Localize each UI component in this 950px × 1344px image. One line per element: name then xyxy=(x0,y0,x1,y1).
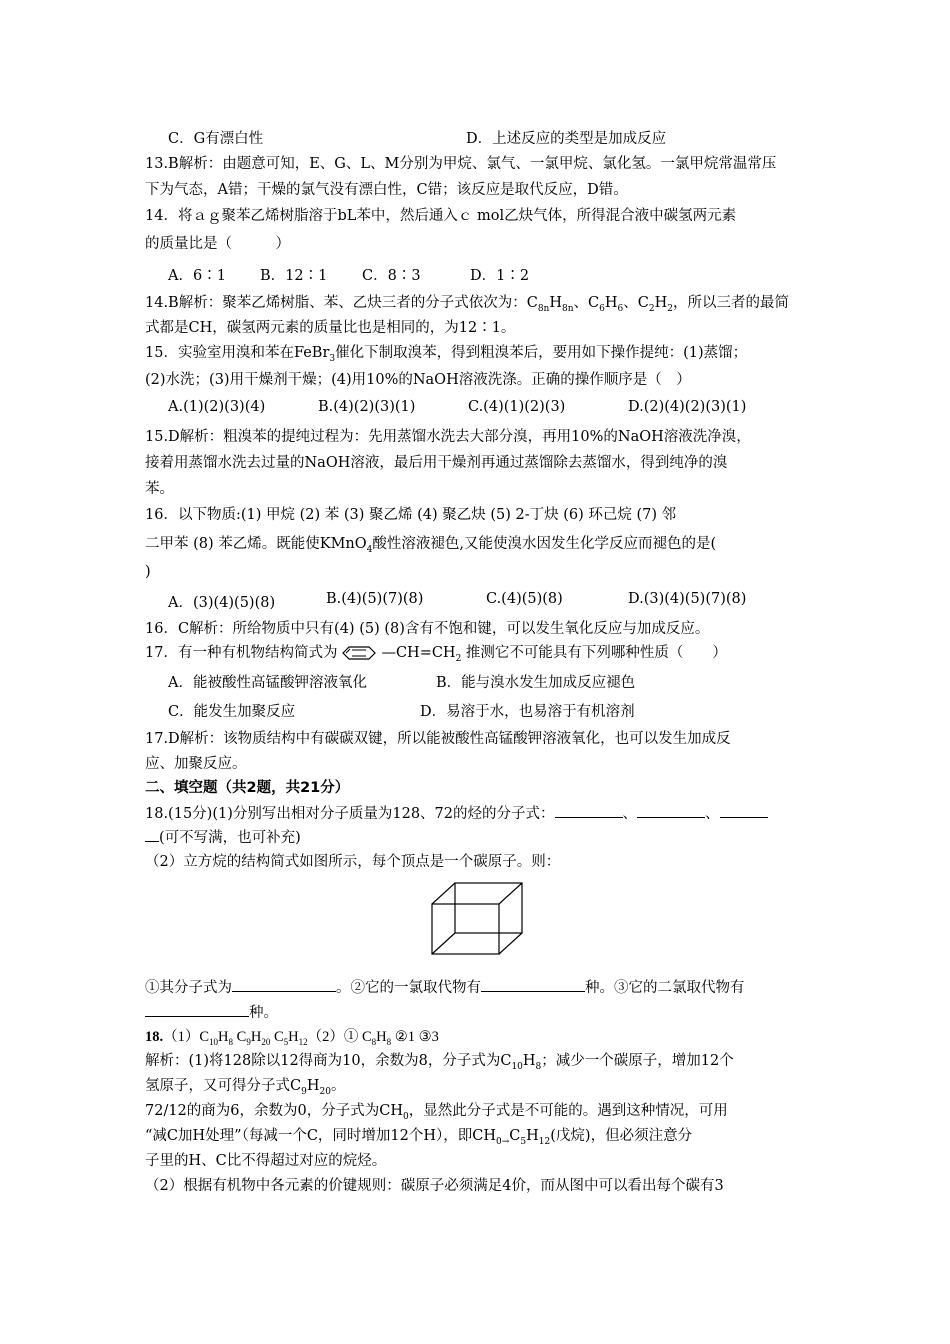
q18-subquestions-line-2: 种。 xyxy=(145,1002,815,1023)
mono-substitution-blank[interactable] xyxy=(481,977,585,992)
q18-subquestions-line-1: ①其分子式为 。②它的一氯取代物有 种。③它的二氯取代物有 xyxy=(145,977,815,998)
q14-option-d: D．1∶2 xyxy=(470,268,530,284)
q14-answer-line-2: 式都是CH，碳氢两元素的质量比也是相同的，为12∶1。 xyxy=(145,320,516,336)
benzene-ring-icon xyxy=(337,645,381,661)
q14-option-c: C．8∶3 xyxy=(362,268,421,284)
cubane-structure-figure xyxy=(428,882,524,956)
q18-explanation-line-5: 子里的H、C比不得超过对应的烷烃。 xyxy=(145,1153,387,1169)
q18-stem-line-2: (可不写满，也可补充) xyxy=(145,827,815,848)
q17-answer-line-1: 17.D解析：该物质结构中有碳碳双键，所以能被酸性高锰酸钾溶液氧化，也可以发生加成反 xyxy=(145,731,731,747)
q18-explanation-line-6: （2）根据有机物中各元素的价键规则：碳原子必须满足4价，而从图中可以看出每个碳有3 xyxy=(145,1178,724,1194)
formula-blank[interactable] xyxy=(232,977,336,992)
q13-answer-line-1: 13.B解析：由题意可知，E、G、L、M分别为甲烷、氯气、一氯甲烷、氯化氢。一氯甲烷常温常压 xyxy=(145,156,777,172)
q18-stem-line-3: （2）立方烷的结构简式如图所示，每个顶点是一个碳原子。则： xyxy=(145,854,561,870)
answer-blank-2[interactable] xyxy=(637,803,705,818)
q17-option-b: B．能与溴水发生加成反应褪色 xyxy=(436,675,636,691)
answer-blank-3[interactable] xyxy=(720,803,768,818)
q14-option-b: B．12∶1 xyxy=(260,268,328,284)
q15-answer-line-2: 接着用蒸馏水洗去过量的NaOH溶液，最后用干燥剂再通过蒸馏除去蒸馏水，得到纯净的溴 xyxy=(145,455,728,471)
q15-answer-line-1: 15.D解析：粗溴苯的提纯过程为：先用蒸馏水洗去大部分溴，再用10%的NaOH溶液洗净溴， xyxy=(145,429,751,445)
q18-answer-line: $18.(1)C_{10}H_8$ $C_9H_{20}$ $C_5H_{12}(2)①$ $C_8H_8$ ②1 ③3 xyxy=(145,1029,439,1047)
q15-stem-line-1: 15．实验室用溴和苯在FeBr$_3$催化下制取溴苯，得到粗溴苯后，要用如下操作提纯：(1)蒸馏； xyxy=(145,345,748,364)
q16-stem-line-2: 二甲苯 (8) 苯乙烯。既能使KMnO$_4$酸性溶液褪色,又能使溴水因发生化学反应而褪色的是( xyxy=(145,536,717,555)
q17-answer-line-2: 应、加聚反应。 xyxy=(145,756,247,772)
q15-stem-line-2: (2)水洗；(3)用干燥剂干燥；(4)用10%的NaOH溶液洗涤。正确的操作顺序是（ ） xyxy=(145,372,691,388)
q15-option-b: B.(4)(2)(3)(1) xyxy=(318,399,416,415)
section-2-title: 二、填空题（共2题，共21分） xyxy=(145,780,350,796)
q16-option-d: D.(3)(4)(5)(7)(8) xyxy=(628,591,747,607)
q14-stem-line-1: 14．将ａｇ聚苯乙烯树脂溶于bL苯中，然后通入ｃ mol乙炔气体，所得混合液中碳氢两元素 xyxy=(145,208,737,224)
q18-stem-line-1: 18.(15分)(1)分别写出相对分子质量为128、72的烃的分子式： 、 、 xyxy=(145,803,815,824)
q15-answer-line-3: 苯。 xyxy=(145,481,174,497)
q17-option-d: D．易溶于水，也易溶于有机溶剂 xyxy=(420,704,635,720)
q18-explanation-line-4: “减C加H处理”（每减一个C，同时增加12个H），即$CH_{0\to}C_5H_{12}$(戊烷)，但必须注意分 xyxy=(145,1128,693,1147)
q18-explanation-line-2: 氢原子，又可得分子式$C_9H_{20}$。 xyxy=(145,1078,346,1097)
q16-stem-line-1: 16．以下物质:(1) 甲烷 (2) 苯 (3) 聚乙烯 (4) 聚乙炔 (5) 2-丁炔 (6) 环己烷 (7) 邻 xyxy=(145,507,677,523)
q17-option-a: A．能被酸性高锰酸钾溶液氧化 xyxy=(168,675,367,691)
q14-stem-line-2: 的质量比是（ ） xyxy=(145,236,290,252)
answer-blank-3-cont[interactable] xyxy=(145,827,159,842)
q15-option-d: D.(2)(4)(2)(3)(1) xyxy=(628,399,747,415)
q16-option-c: C.(4)(5)(8) xyxy=(486,591,563,607)
q14-option-a: A．6∶1 xyxy=(168,268,226,284)
q16-option-b: B.(4)(5)(7)(8) xyxy=(326,591,424,607)
q17-stem-line: 17．有一种有机物结构简式为 $—CH=CH_2$ 推测它不可能具有下列哪种性质（ ） xyxy=(145,645,727,664)
q16-option-a: A．(3)(4)(5)(8) xyxy=(168,595,276,611)
q14-answer-line-1: 14.B解析：聚苯乙烯树脂、苯、乙炔三者的分子式依次为：$C_{8n}H_{8n}$、$C_6H_6$、$C_2H_2$，所以三者的最简 xyxy=(145,295,789,314)
q13-answer-line-2: 下为气态，A错；干燥的氯气没有漂白性，C错；该反应是取代反应，D错。 xyxy=(145,182,628,198)
q18-explanation-line-1: 解析：(1)将128除以12得商为10，余数为8，分子式为$C_{10}H_8$；减少一个碳原子，增加12个 xyxy=(145,1053,734,1072)
q13-option-c: C．G有漂白性 xyxy=(168,131,264,147)
q16-answer-line-1: 16．C解析：所给物质中只有(4) (5) (8)含有不饱和键，可以发生氧化反应与加成反应。 xyxy=(145,621,710,637)
q16-stem-line-3: ) xyxy=(145,564,151,580)
answer-blank-1[interactable] xyxy=(555,803,623,818)
q18-explanation-line-3: 72/12的商为6，余数为0，分子式为$CH_0$，显然此分子式是不可能的。遇到这种情况，可用 xyxy=(145,1103,728,1122)
q13-option-d: D．上述反应的类型是加成反应 xyxy=(466,131,667,147)
q15-option-c: C.(4)(1)(2)(3) xyxy=(468,399,566,415)
q15-option-a: A.(1)(2)(3)(4) xyxy=(168,399,266,415)
di-substitution-blank[interactable] xyxy=(145,1002,249,1017)
q17-option-c: C．能发生加聚反应 xyxy=(168,704,296,720)
